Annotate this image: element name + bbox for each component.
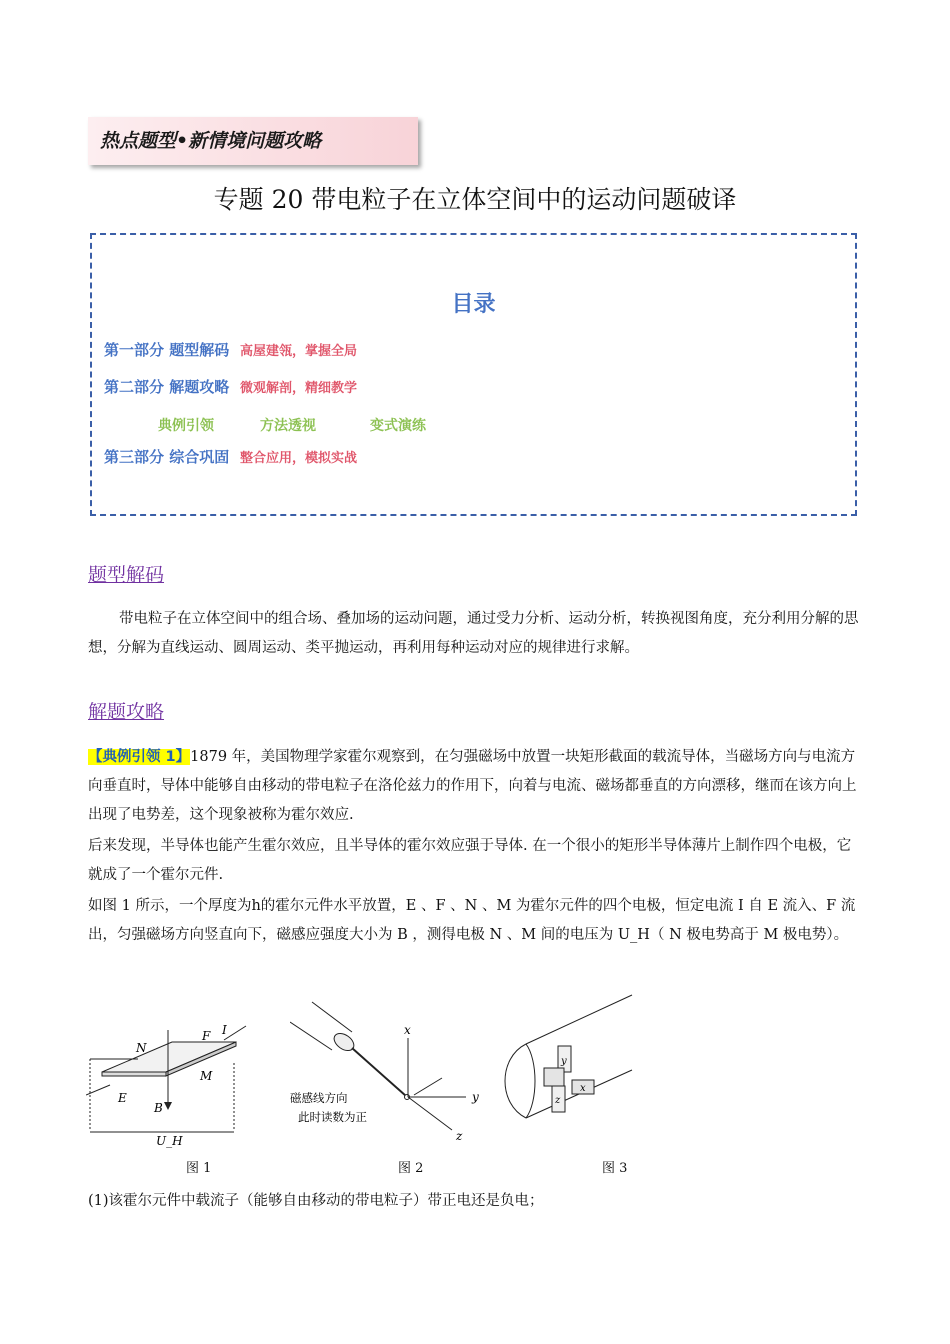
- toc-part-desc: 高屋建瓴，掌握全局: [240, 344, 358, 359]
- example-paragraph-2: 后来发现，半导体也能产生霍尔效应，且半导体的霍尔效应强于导体. 在一个很小的矩形半导体薄片上制作四个电极，它就成了一个霍尔元件.: [88, 838, 852, 883]
- example-text: 1879 年，美国物理学家霍尔观察到，在匀强磁场中放置一块矩形截面的载流导体，当磁场方向与电流方向垂直时，导体中能够自由移动的带电粒子在洛伦兹力的作用下，向着与电流、磁场都垂直的方向漂移，继而在该方向上出现了电势差，这个现象被称为霍尔效应.: [88, 749, 857, 823]
- toc-part-desc: 微观解剖，精细教学: [240, 381, 358, 396]
- toc-part-label: 第三部分 综合巩固: [104, 448, 230, 466]
- toc-heading: 目录: [451, 292, 496, 317]
- category-banner: [88, 117, 418, 165]
- figure-1-caption: 图 1: [186, 1161, 212, 1176]
- example-tag: 【典例引领 1】: [88, 749, 191, 765]
- fig1-label-b: B: [154, 1101, 163, 1115]
- question-1: (1)该霍尔元件中载流子（能够自由移动的带电粒子）带正电还是负电；: [88, 1193, 544, 1209]
- toc-item-part1[interactable]: [104, 339, 357, 360]
- fig2-note-line1: 磁感线方向: [290, 1091, 348, 1105]
- toc-sub-examples[interactable]: 典例引领: [158, 418, 214, 434]
- fig2-note-line2: 此时读数为正: [298, 1110, 367, 1124]
- fig2-axis-x: x: [404, 1023, 411, 1037]
- figure-2-probe: [290, 990, 490, 1150]
- toc-sub-methods[interactable]: 方法透视: [260, 418, 316, 434]
- fig2-axis-y: y: [472, 1090, 479, 1104]
- fig1-label-uh: U_H: [156, 1134, 183, 1148]
- figure-2-caption: 图 2: [398, 1161, 424, 1176]
- banner-text: 热点题型•新情境问题攻略: [100, 130, 322, 152]
- fig1-label-f: F: [202, 1029, 211, 1043]
- example-paragraph-3: 如图 1 所示，一个厚度为h的霍尔元件水平放置，E 、F 、N 、M 为霍尔元件的四个电极，恒定电流 I 自 E 流入、F 流出，匀强磁场方向竖直向下，磁感应强度大小为 B ，测得电极 N 、M 间的电压为 U_H（ N 极电势高于 M 极电势）。: [88, 898, 856, 943]
- toc-part-desc: 整合应用，模拟实战: [240, 451, 358, 466]
- section-decode-text: 带电粒子在立体空间中的组合场、叠加场的运动问题，通过受力分析、运动分析，转换视图角度，充分利用分解的思想，分解为直线运动、圆周运动、类平抛运动，再利用每种运动对应的规律进行求解。: [88, 611, 859, 656]
- fig1-label-m: M: [200, 1069, 213, 1083]
- toc-item-part3[interactable]: [104, 446, 357, 467]
- fig3-label-x: x: [580, 1083, 586, 1094]
- figure-3-caption: 图 3: [602, 1161, 628, 1176]
- toc-item-part2[interactable]: [104, 376, 357, 397]
- fig2-axis-z: z: [456, 1129, 463, 1143]
- fig3-label-z: z: [555, 1095, 561, 1106]
- figure-3-sensor: [498, 990, 638, 1150]
- fig1-label-i: I: [222, 1023, 227, 1037]
- page-title: 专题 20 带电粒子在立体空间中的运动问题破译: [213, 185, 737, 214]
- fig1-label-n: N: [136, 1041, 147, 1055]
- toc-sub-practice[interactable]: 变式演练: [370, 418, 426, 434]
- fig1-label-e: E: [118, 1091, 127, 1105]
- section-heading-strategy: 解题攻略: [88, 701, 165, 723]
- example-paragraph-1: [88, 743, 864, 830]
- toc-part-label: 第一部分 题型解码: [104, 341, 230, 359]
- figure-1-hall-element: [86, 990, 256, 1150]
- fig3-label-y: y: [561, 1056, 567, 1067]
- toc-part-label: 第二部分 解题攻略: [104, 378, 230, 396]
- section-heading-decode: 题型解码: [88, 564, 165, 586]
- table-of-contents: [90, 233, 857, 516]
